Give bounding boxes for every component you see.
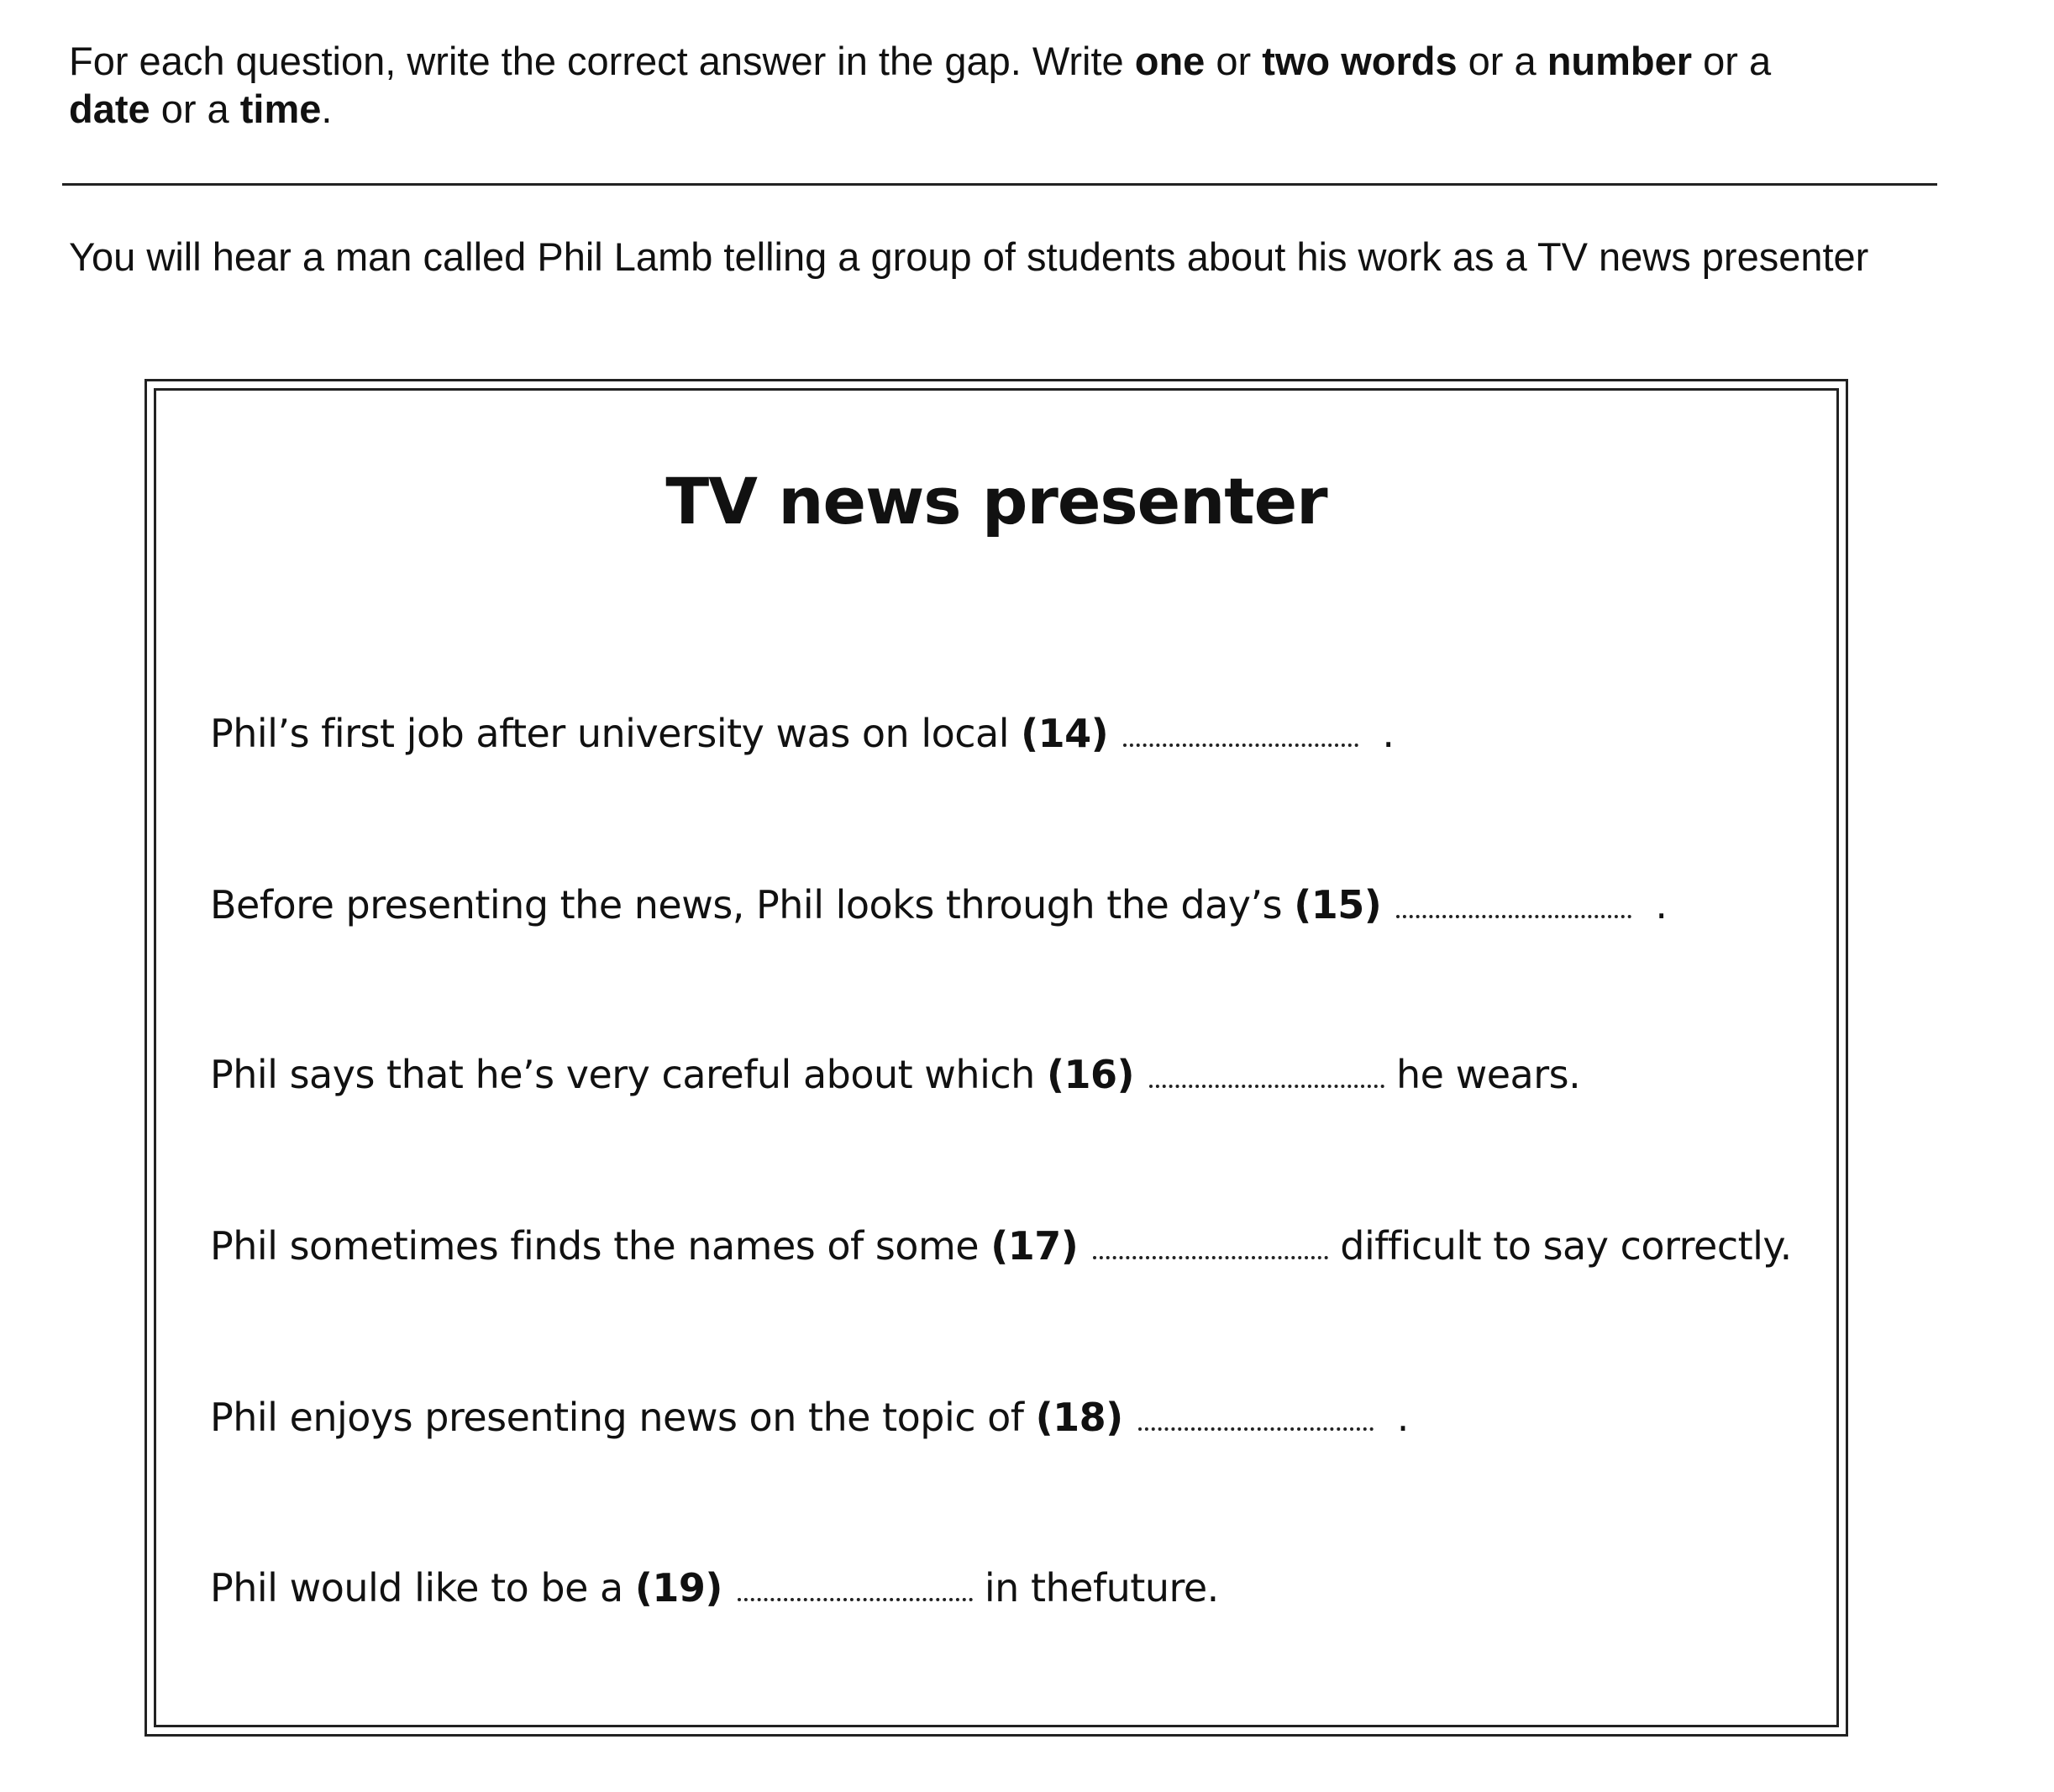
instructions-text: or a: [1692, 39, 1772, 83]
question-number: (18): [1035, 1395, 1123, 1440]
instructions: [69, 37, 1951, 133]
question-19: [210, 1563, 1219, 1613]
instructions-text: For each question, write the correct answer in the gap. Write: [69, 39, 1135, 83]
instructions-bold: two words: [1262, 39, 1458, 83]
instructions-bold: date: [69, 87, 150, 131]
question-text-after: .: [1643, 882, 1668, 928]
question-text: Phil says that he’s very careful about which: [210, 1052, 1047, 1097]
question-16: [210, 1049, 1580, 1100]
question-text: Phil’s first job after university was on local: [210, 711, 1022, 756]
question-text-after: .: [1370, 711, 1395, 756]
question-number: (19): [634, 1565, 722, 1611]
instructions-text: or a: [1457, 39, 1547, 83]
question-17: [210, 1221, 1792, 1271]
context-text: You will hear a man called Phil Lamb telling a group of students about his work as a TV news presenter: [69, 234, 1869, 279]
question-text-after: in thefuture.: [984, 1565, 1219, 1611]
instructions-text: or a: [150, 87, 240, 131]
question-text: Before presenting the news, Phil looks through the day’s: [210, 882, 1295, 928]
answer-gap-19[interactable]: [738, 1590, 973, 1601]
question-number: (14): [1021, 711, 1109, 756]
instructions-bold: time: [239, 87, 322, 131]
divider: [62, 183, 1937, 186]
question-text: Phil would like to be a: [210, 1565, 635, 1611]
instructions-text: .: [321, 87, 333, 131]
answer-gap-16[interactable]: [1149, 1076, 1384, 1088]
answer-gap-18[interactable]: [1138, 1419, 1374, 1431]
instructions-text: or: [1205, 39, 1263, 83]
instructions-bold: one: [1134, 39, 1206, 83]
question-number: (16): [1046, 1052, 1134, 1097]
instructions-bold: number: [1547, 39, 1693, 83]
question-text-after: difficult to say correctly.: [1340, 1223, 1792, 1269]
question-14: [210, 708, 1394, 759]
answer-gap-17[interactable]: [1093, 1248, 1328, 1259]
question-15: [210, 880, 1668, 930]
question-text: Phil enjoys presenting news on the topic of: [210, 1395, 1036, 1440]
question-18: [210, 1392, 1409, 1443]
question-text-after: he wears.: [1396, 1052, 1581, 1097]
question-number: (15): [1294, 882, 1382, 928]
answer-gap-14[interactable]: [1123, 735, 1358, 747]
question-number: (17): [990, 1223, 1079, 1269]
task-title: TV news presenter: [665, 464, 1327, 539]
question-text-after: .: [1384, 1395, 1409, 1440]
question-text: Phil sometimes finds the names of some: [210, 1223, 991, 1269]
answer-gap-15[interactable]: [1396, 907, 1631, 918]
